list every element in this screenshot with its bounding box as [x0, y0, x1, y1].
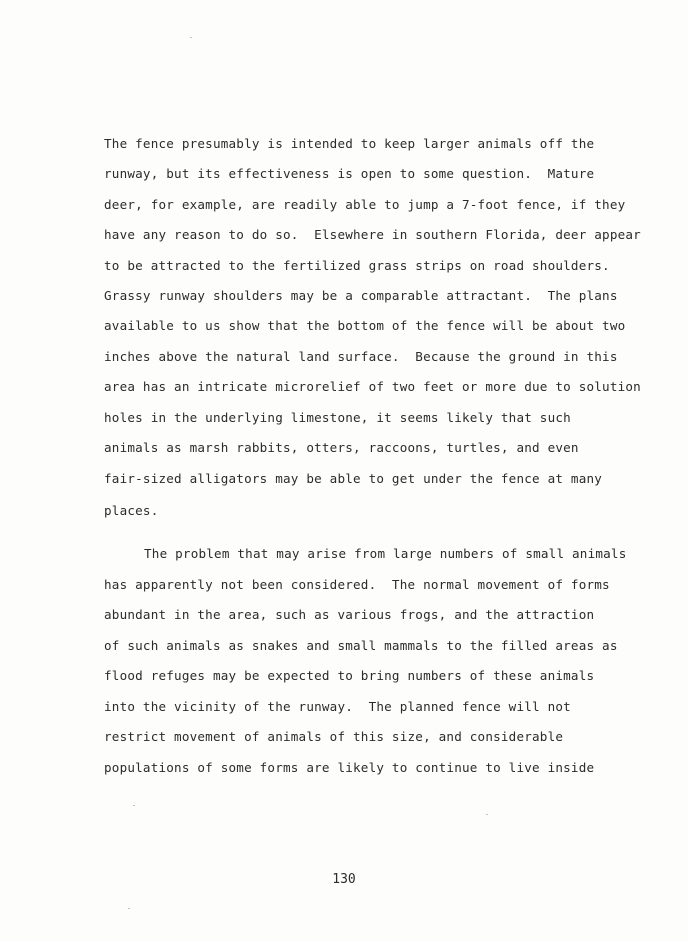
- scan-speck: [486, 814, 488, 815]
- text-line: available to us show that the bottom of the fence will be about two: [104, 318, 626, 333]
- text-line: places.: [104, 503, 159, 518]
- text-line: Grassy runway shoulders may be a comparable attractant. The plans: [104, 288, 618, 303]
- text-line: into the vicinity of the runway. The planned fence will not: [104, 699, 571, 714]
- text-line: populations of some forms are likely to continue to live inside: [104, 760, 595, 775]
- text-line: of such animals as snakes and small mammals to the filled areas as: [104, 638, 618, 653]
- text-line: fair-sized alligators may be able to get under the fence at many: [104, 471, 603, 486]
- text-line: abundant in the area, such as various frogs, and the attraction: [104, 607, 595, 622]
- text-line: to be attracted to the fertilized grass strips on road shoulders.: [104, 258, 610, 273]
- text-line: inches above the natural land surface. Because the ground in this: [104, 349, 618, 364]
- text-line: flood refuges may be expected to bring numbers of these animals: [104, 668, 595, 683]
- text-line: area has an intricate microrelief of two feet or more due to solution: [104, 379, 641, 394]
- text-line: have any reason to do so. Elsewhere in southern Florida, deer appear: [104, 227, 641, 242]
- scan-speck: [128, 908, 130, 909]
- text-line: restrict movement of animals of this size, and considerable: [104, 729, 564, 744]
- text-line: deer, for example, are readily able to jump a 7-foot fence, if they: [104, 197, 626, 212]
- scan-speck: [190, 37, 192, 38]
- page-number: 130: [332, 872, 356, 887]
- text-line: The fence presumably is intended to keep larger animals off the: [104, 136, 595, 151]
- text-line: runway, but its effectiveness is open to some question. Mature: [104, 166, 595, 181]
- text-line: holes in the underlying limestone, it seems likely that such: [104, 410, 571, 425]
- text-line: has apparently not been considered. The normal movement of forms: [104, 577, 610, 592]
- text-line: The problem that may arise from large numbers of small animals: [144, 546, 627, 561]
- text-line: animals as marsh rabbits, otters, raccoons, turtles, and even: [104, 440, 579, 455]
- scan-speck: [133, 805, 135, 806]
